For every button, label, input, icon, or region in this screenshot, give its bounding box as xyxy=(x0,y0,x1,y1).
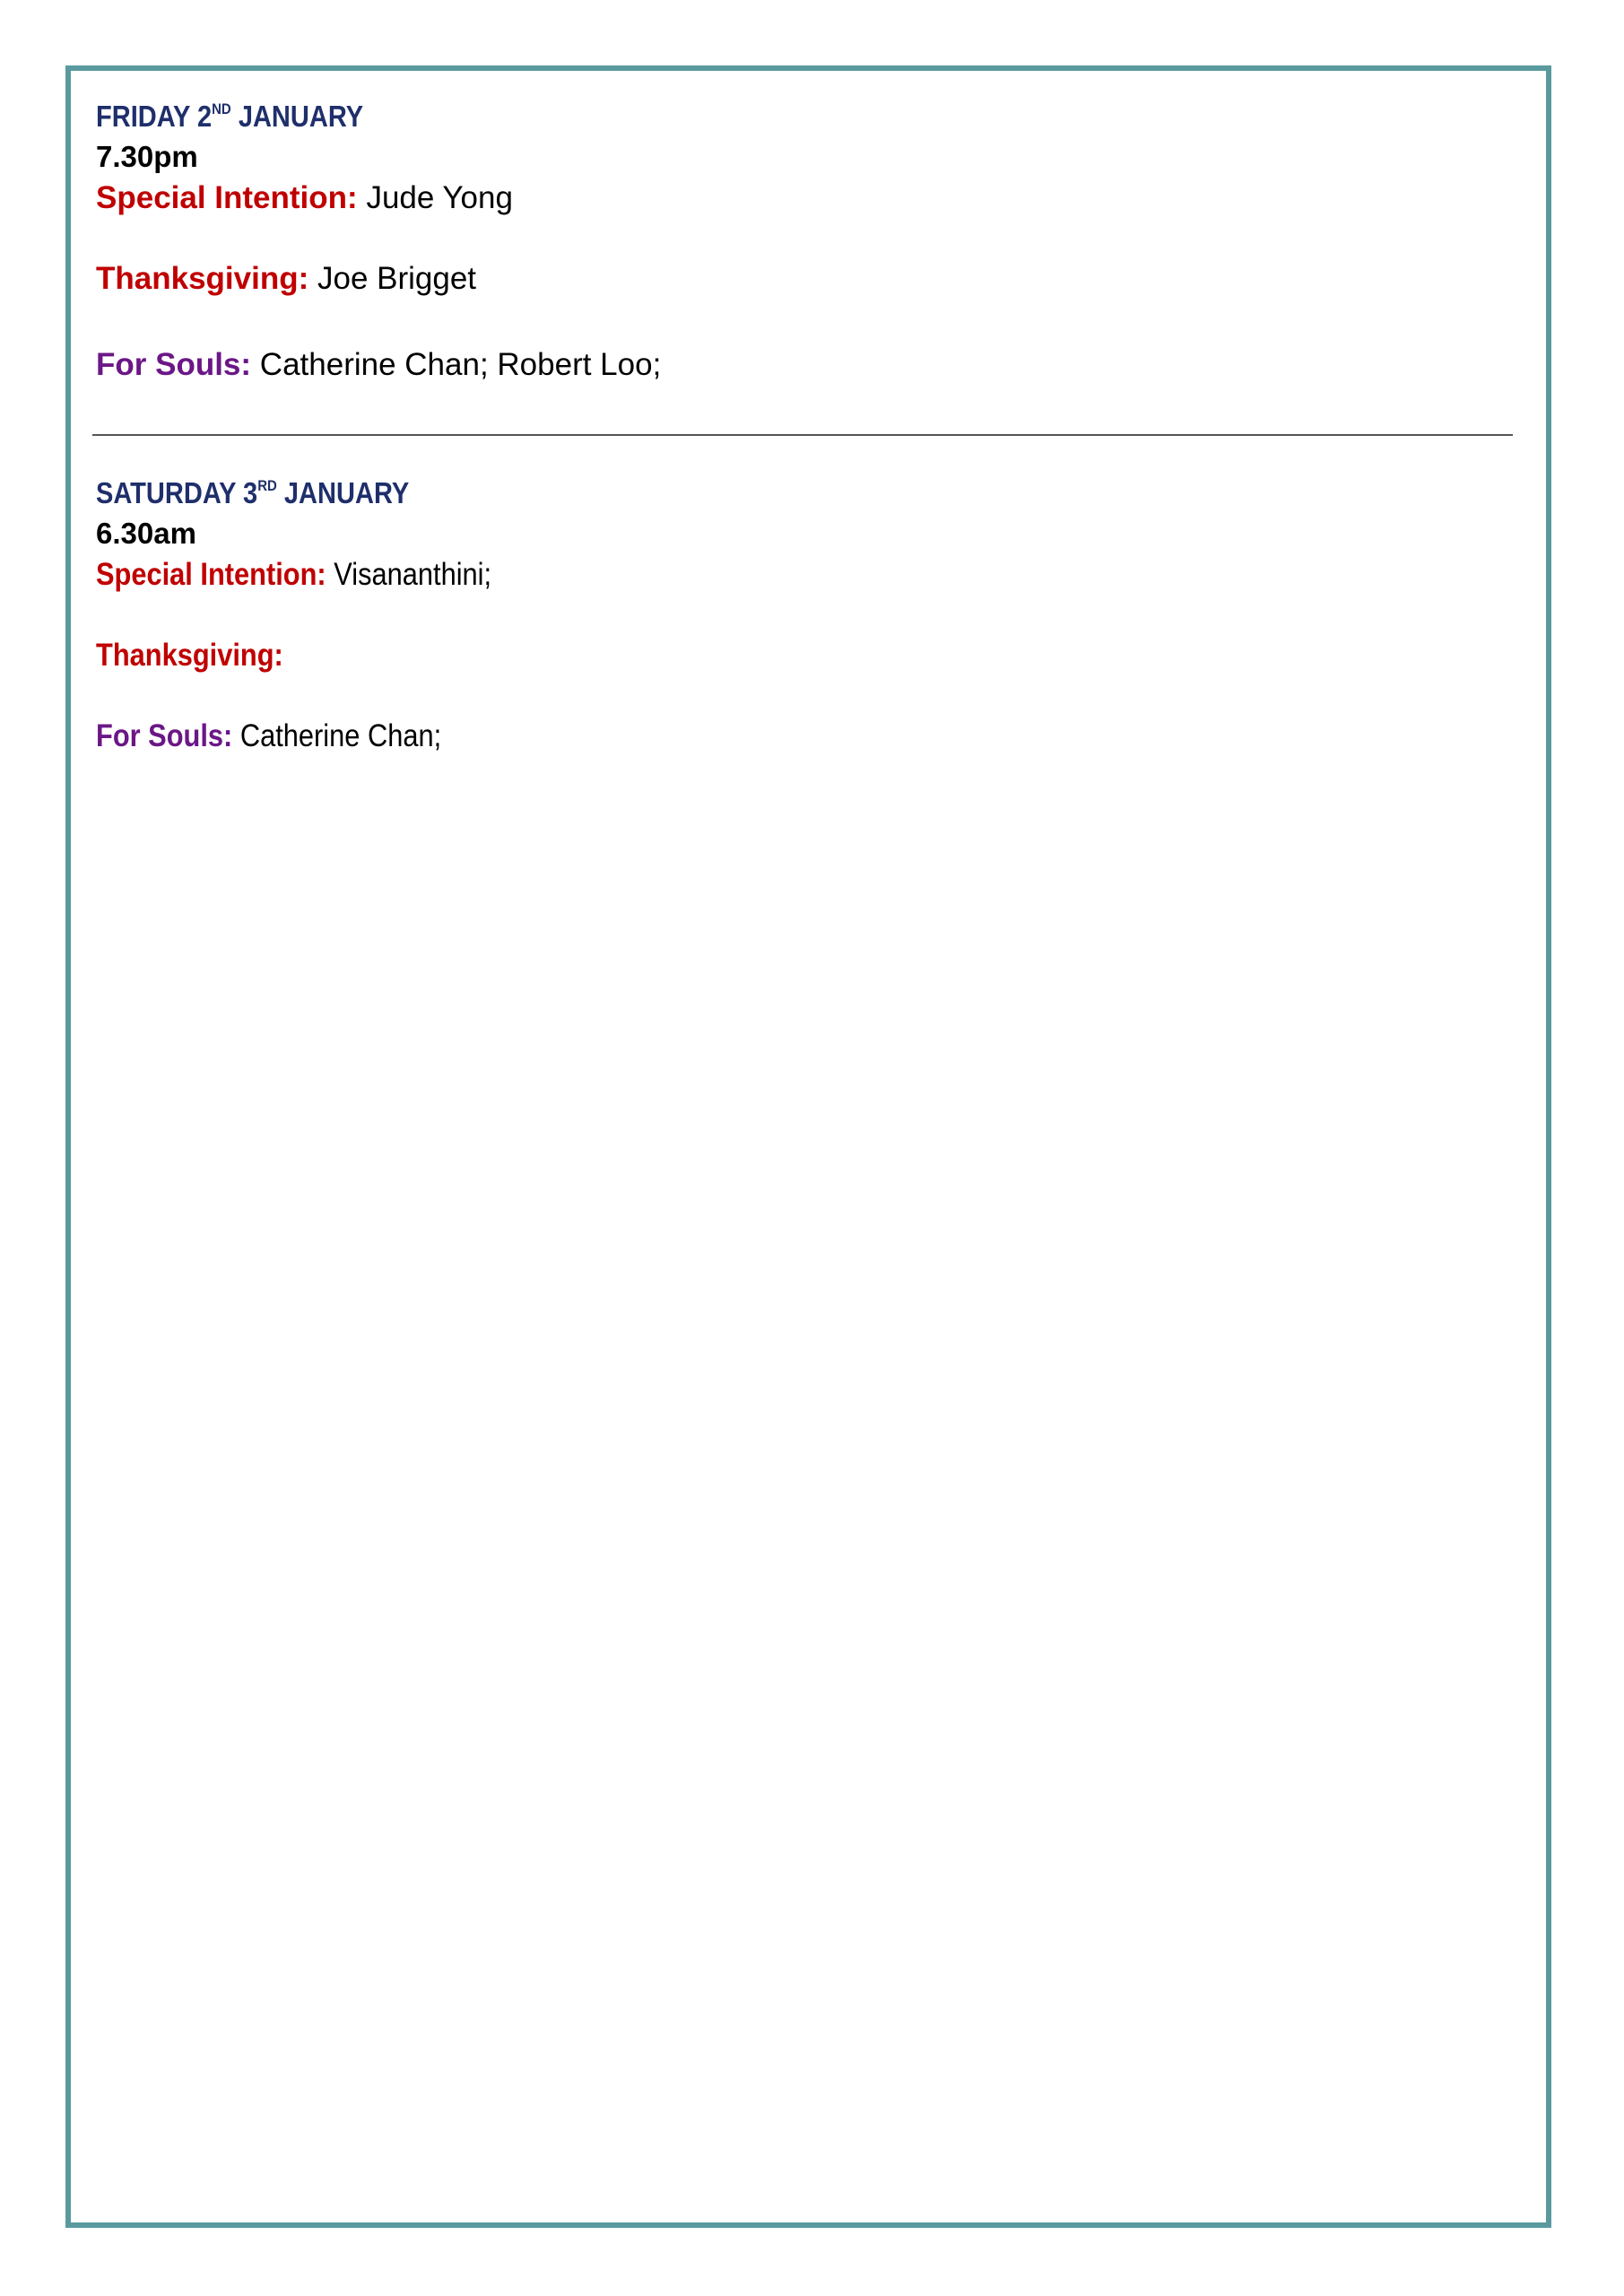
page-border xyxy=(65,65,1551,2228)
saturday-special-intention xyxy=(96,554,1342,596)
section-divider xyxy=(92,434,1513,436)
friday-section xyxy=(96,97,1513,386)
special-intention-label: Special Intention: xyxy=(96,180,358,215)
friday-day-suffix: ND xyxy=(212,100,231,117)
saturday-thanksgiving xyxy=(96,635,1342,676)
friday-special-intention xyxy=(96,178,1513,219)
saturday-day-suffix: RD xyxy=(257,477,277,494)
friday-month: JANUARY xyxy=(238,100,364,133)
for-souls-label: For Souls: xyxy=(96,718,233,753)
thanksgiving-value: Joe Brigget xyxy=(317,261,477,296)
thanksgiving-label: Thanksgiving: xyxy=(96,261,309,296)
friday-thanksgiving xyxy=(96,258,1513,300)
saturday-for-souls xyxy=(96,716,1342,757)
for-souls-label: For Souls: xyxy=(96,347,252,382)
saturday-day: SATURDAY 3 xyxy=(96,476,258,509)
friday-mass-time: 7.30pm xyxy=(96,140,198,173)
for-souls-value: Catherine Chan; xyxy=(239,718,442,753)
saturday-mass-time: 6.30am xyxy=(96,517,196,550)
saturday-section xyxy=(96,474,1513,757)
special-intention-value: Visananthini; xyxy=(334,557,492,592)
for-souls-value: Catherine Chan; Robert Loo; xyxy=(259,347,662,382)
saturday-month: JANUARY xyxy=(283,476,410,509)
friday-day: FRIDAY 2 xyxy=(96,100,213,133)
special-intention-label: Special Intention: xyxy=(96,557,326,592)
saturday-heading xyxy=(96,474,1342,513)
friday-heading xyxy=(96,97,1342,136)
thanksgiving-label: Thanksgiving: xyxy=(96,638,283,673)
friday-for-souls xyxy=(96,344,1513,386)
special-intention-value: Jude Yong xyxy=(366,180,513,215)
